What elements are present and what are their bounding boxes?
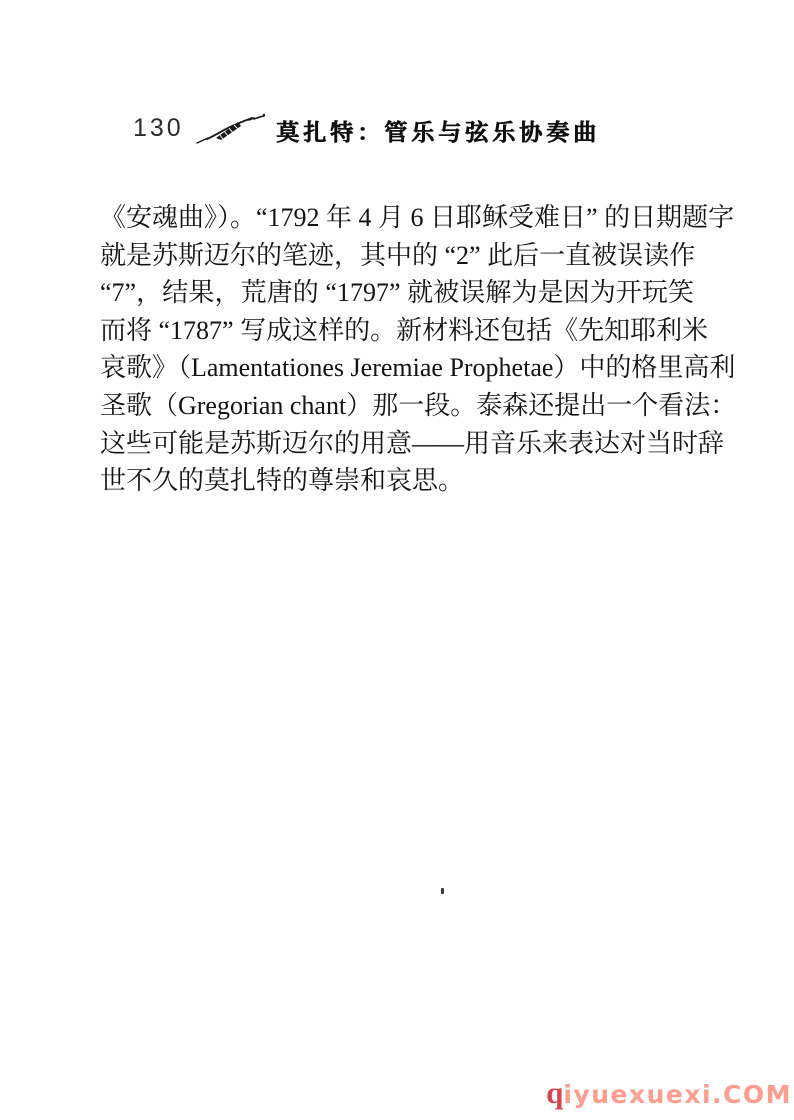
body-line: 世不久的莫扎特的尊崇和哀思。 xyxy=(100,466,465,496)
watermark-initial: q xyxy=(546,1075,564,1110)
body-line: 这些可能是苏斯迈尔的用意——用音乐来表达对当时辞 xyxy=(100,428,725,458)
page-number: 130 xyxy=(133,114,184,142)
running-head-title: 莫扎特：管乐与弦乐协奏曲 xyxy=(276,120,600,145)
site-watermark xyxy=(546,1077,792,1114)
quill-flourish-icon xyxy=(194,110,268,148)
body-line: “7”，结果，荒唐的 “1797” 就被误解为是因为开玩笑 xyxy=(100,278,694,308)
scan-speck xyxy=(441,888,444,894)
body-line: 而将 “1787” 写成这样的。新材料还包括《先知耶利米 xyxy=(100,315,709,345)
body-line: 就是苏斯迈尔的笔迹，其中的 “2” 此后一直被误读作 xyxy=(100,240,696,270)
body-paragraph xyxy=(100,199,737,500)
body-line: 哀歌》（Lamentationes Jeremiae Prophetae）中的格里高利 xyxy=(100,353,736,383)
body-line: 圣歌（Gregorian chant）那一段。泰森还提出一个看法： xyxy=(100,390,737,420)
body-line: 《安魂曲》）。“1792 年 4 月 6 日耶稣受难日” 的日期题字 xyxy=(100,203,735,232)
watermark-text: iyuexuexi.COM xyxy=(563,1080,792,1109)
